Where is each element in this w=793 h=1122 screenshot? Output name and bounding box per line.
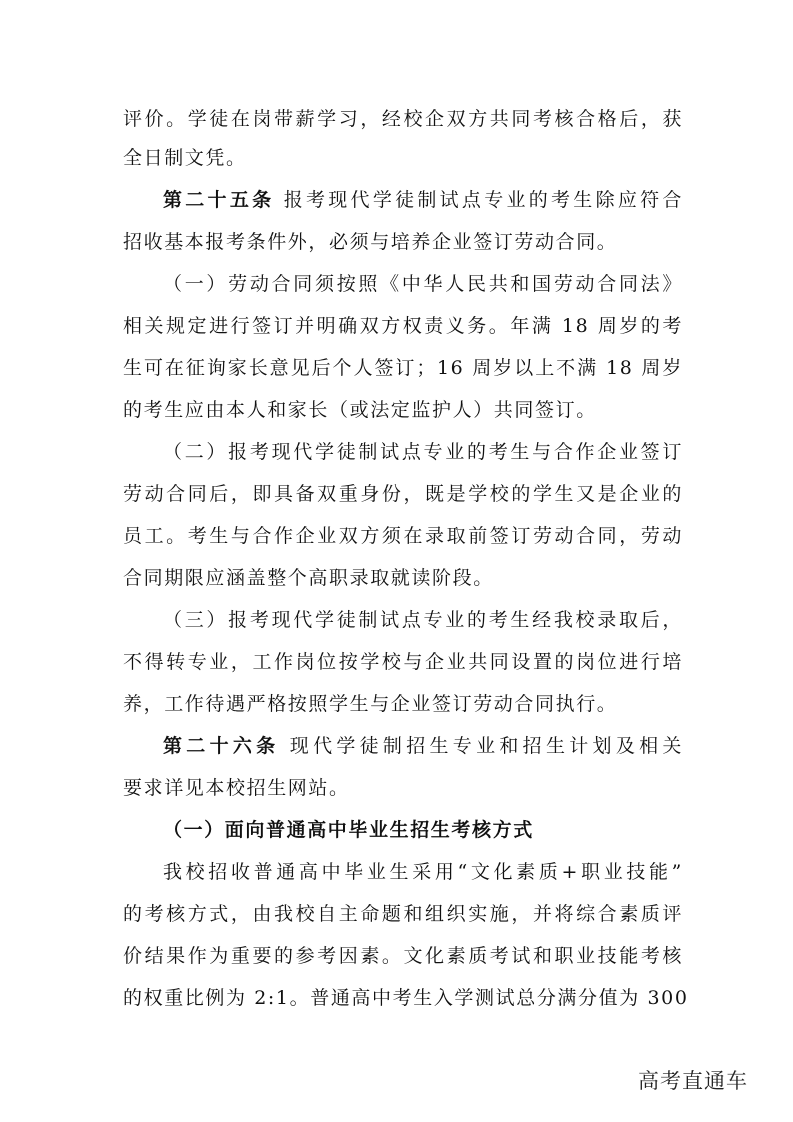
- text-line: 不得转专业，工作岗位按学校与企业共同设置的岗位进行培: [123, 651, 683, 673]
- article-25-paragraph: [163, 184, 683, 216]
- text-line: 合同期限应涵盖整个高职录取就读阶段。: [123, 567, 494, 589]
- text-line: 的考核方式，由我校自主命题和组织实施，并将综合素质评: [123, 903, 683, 925]
- text-line: 员工。考生与合作企业双方须在录取前签订劳动合同，劳动: [123, 525, 683, 547]
- article-26-paragraph: [163, 730, 683, 762]
- article-25-heading: 第二十五条: [163, 189, 275, 211]
- text-line: 要求详见本校招生网站。: [123, 777, 350, 799]
- text-line: （三）报考现代学徒制试点专业的考生经我校录取后，: [163, 609, 683, 631]
- text-line: 生可在征询家长意见后个人签订；16 周岁以上不满 18 周岁: [123, 357, 683, 379]
- text-line: （一）劳动合同须按照《中华人民共和国劳动合同法》: [163, 273, 683, 295]
- text-line: 我校招收普通高中毕业生采用“文化素质+职业技能”: [163, 861, 683, 883]
- text-line: 价结果作为重要的参考因素。文化素质考试和职业技能考核: [123, 945, 683, 967]
- text-line: 相关规定进行签订并明确双方权责义务。年满 18 周岁的考: [123, 315, 683, 337]
- watermark-text: 高考直通车: [638, 1069, 748, 1093]
- text-line: 报考现代学徒制试点专业的考生除应符合: [283, 189, 683, 211]
- text-line: 劳动合同后，即具备双重身份，既是学校的学生又是企业的: [123, 483, 683, 505]
- text-line: 招收基本报考条件外，必须与培养企业签订劳动合同。: [123, 231, 618, 253]
- text-line: 全日制文凭。: [123, 147, 247, 169]
- text-line: 现代学徒制招生专业和招生计划及相关: [289, 735, 683, 757]
- text-line: 的考生应由本人和家长（或法定监护人）共同签订。: [123, 399, 597, 421]
- text-line: 的权重比例为 2:1。普通高中考生入学测试总分满分值为 300: [123, 987, 689, 1009]
- text-line: 养，工作待遇严格按照学生与企业签订劳动合同执行。: [123, 693, 618, 715]
- text-line: （二）报考现代学徒制试点专业的考生与合作企业签订: [163, 441, 683, 463]
- text-line: 评价。学徒在岗带薪学习，经校企双方共同考核合格后，获: [123, 108, 683, 130]
- article-26-heading: 第二十六条: [163, 735, 280, 757]
- section-heading: （一）面向普通高中毕业生招生考核方式: [163, 819, 534, 841]
